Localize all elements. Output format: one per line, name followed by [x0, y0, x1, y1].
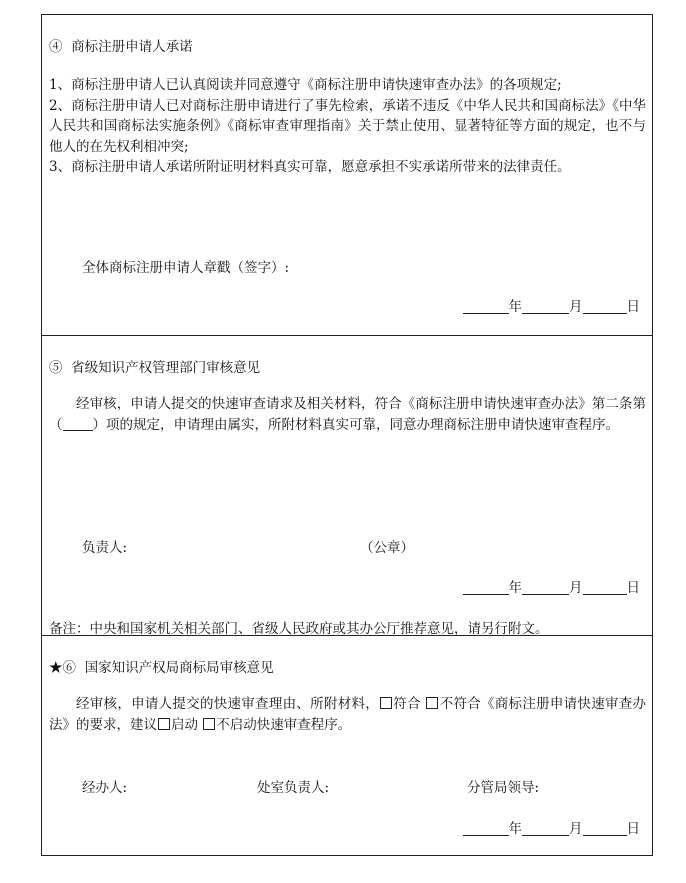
office-head-label: 处室负责人: — [257, 780, 330, 796]
official-seal-label: （公章） — [360, 540, 414, 556]
commitment-item-3: 3、商标注册申请人承诺所附证明材料真实可靠，愿意承担不实承诺所带来的法律责任。 — [49, 159, 571, 175]
start-checkbox[interactable] — [158, 718, 170, 730]
review-text-part-b: ）项的规定，申请理由属实，所附材料真实可靠，同意办理商标注册申请快速审查程序。 — [92, 416, 619, 433]
year-blank[interactable] — [463, 580, 509, 595]
section-5-heading — [49, 356, 260, 376]
section-5-number: ⑤ — [49, 360, 63, 376]
section-5-date — [463, 576, 641, 596]
day-label: 日 — [626, 299, 640, 315]
year-label: 年 — [508, 299, 522, 315]
day-blank[interactable] — [583, 299, 627, 314]
nonconform-checkbox[interactable] — [426, 697, 438, 709]
section-4-title: 商标注册申请人承诺 — [71, 39, 193, 55]
year-blank[interactable] — [463, 299, 509, 314]
remark-note: 备注：中央和国家机关相关部门、省级人民政府或其办公厅推荐意见，请另行附文。 — [49, 621, 549, 637]
section-6-heading — [49, 656, 274, 676]
office-text-part-a: 经审核，申请人提交的快速审查理由、所附材料， — [76, 696, 380, 712]
section-4-number: ④ — [49, 39, 63, 55]
day-label: 日 — [626, 580, 640, 596]
section-provincial-review — [41, 335, 653, 636]
month-blank[interactable] — [522, 580, 569, 595]
nonconform-label: 不符合 — [439, 696, 482, 712]
conform-checkbox[interactable] — [380, 697, 392, 709]
commitment-item-2: 2、商标注册申请人已对商标注册申请进行了事先检索，承诺不违反《中华人民共和国商标法》《中华人民共和国商标法实施条例》《商标审查审理指南》关于禁止使用、显著特征等方面的规定，也不与他人的在先权利相冲突; — [49, 97, 646, 155]
day-blank[interactable] — [583, 580, 627, 595]
month-label: 月 — [569, 299, 583, 315]
start-label: 启动 — [171, 716, 198, 733]
day-label: 日 — [626, 821, 640, 837]
section-4-date — [463, 295, 641, 315]
bureau-leader-label: 分管局领导: — [467, 780, 540, 796]
conform-label: 符合 — [393, 696, 421, 712]
no-start-label: 不启动快速审查程序。 — [216, 716, 352, 733]
section-applicant-commitment — [41, 14, 653, 336]
month-label: 月 — [569, 821, 583, 837]
review-text-part-a: 经审核，申请人提交的快速审查请求及相关材料，符合《商标注册申请快速审查办法》第二条第（ — [49, 396, 646, 433]
section-6-title: 国家知识产权局商标局审核意见 — [84, 660, 274, 676]
provincial-review-text — [49, 394, 646, 435]
article-item-blank[interactable] — [63, 418, 93, 431]
month-blank[interactable] — [522, 821, 569, 836]
section-trademark-office-review — [41, 635, 653, 856]
applicant-signature-label: 全体商标注册申请人章戳（签字）: — [82, 260, 290, 276]
day-blank[interactable] — [583, 821, 627, 836]
year-blank[interactable] — [463, 821, 509, 836]
month-label: 月 — [569, 580, 583, 596]
handler-label: 经办人: — [82, 780, 128, 796]
section-4-heading — [49, 35, 193, 55]
month-blank[interactable] — [522, 299, 569, 314]
no-start-checkbox[interactable] — [203, 718, 215, 730]
year-label: 年 — [508, 821, 522, 837]
section-6-number: ★⑥ — [49, 660, 76, 676]
office-review-text — [49, 694, 646, 735]
section-6-date — [463, 817, 641, 837]
year-label: 年 — [508, 580, 522, 596]
section-5-title: 省级知识产权管理部门审核意见 — [71, 360, 261, 376]
commitment-item-1: 1、商标注册申请人已认真阅读并同意遵守《商标注册申请快速审查办法》的各项规定; — [49, 77, 562, 93]
office-text-part-b: 《商标注册申请快速审查办法》的要求，建议 — [49, 696, 647, 733]
responsible-person-label: 负责人: — [82, 540, 128, 556]
commitment-list — [49, 75, 646, 178]
